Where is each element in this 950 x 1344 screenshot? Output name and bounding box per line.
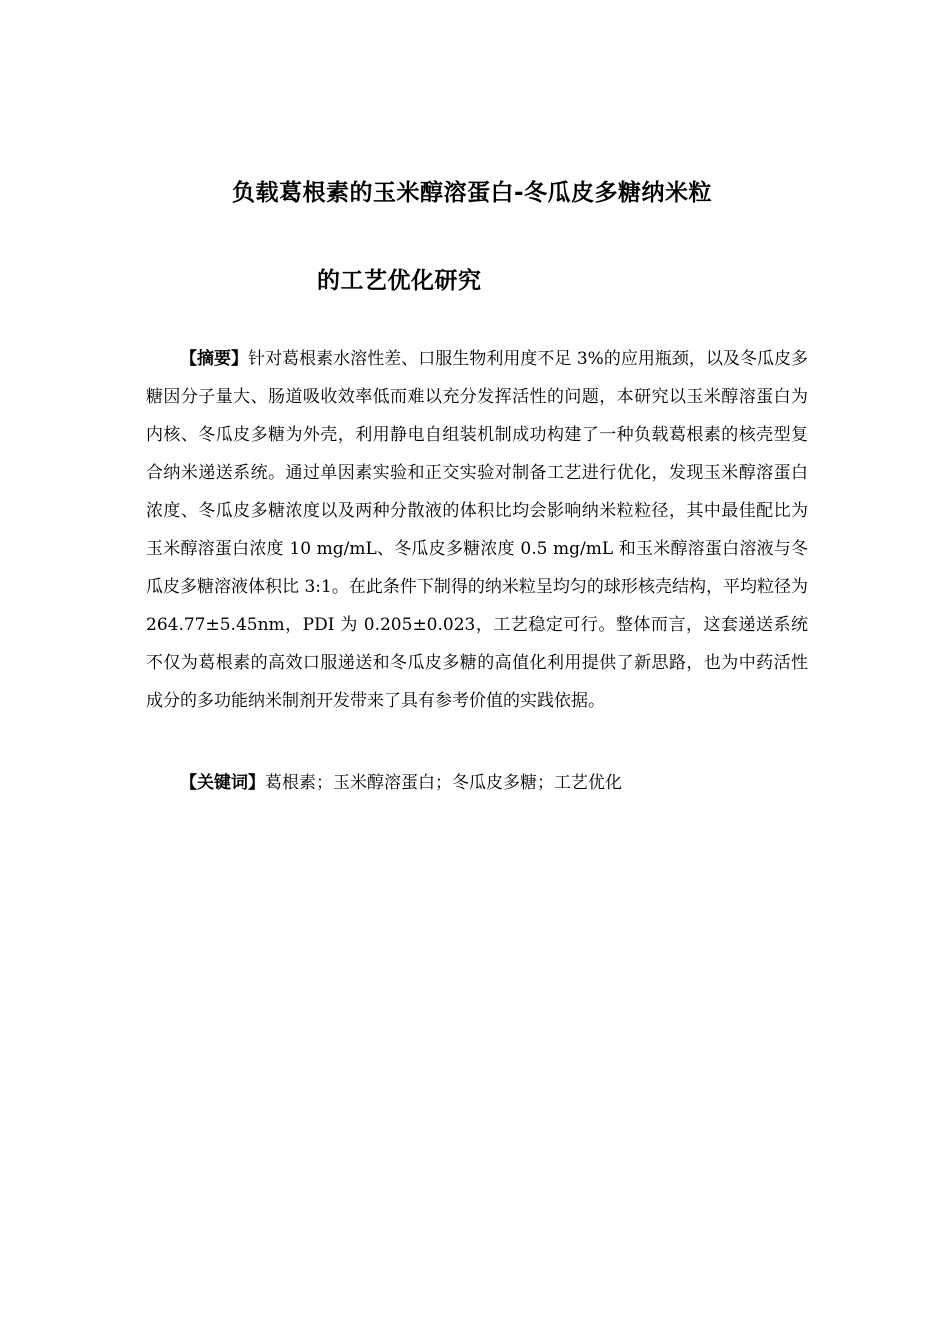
abstract-paragraph <box>146 340 808 720</box>
abstract-label: 【摘要】 <box>180 349 249 369</box>
title-line-2: 的工艺优化研究 <box>317 268 482 294</box>
keywords-line <box>180 764 622 802</box>
keywords-text: 葛根素；玉米醇溶蛋白；冬瓜皮多糖；工艺优化 <box>265 773 622 793</box>
abstract-text: 针对葛根素水溶性差、口服生物利用度不足 3%的应用瓶颈，以及冬瓜皮多糖因分子量大、肠道吸收效率低而难以充分发挥活性的问题，本研究以玉米醇溶蛋白为内核、冬瓜皮多糖为外壳，利用静电自组装机制成功构建了一种负载葛根素的核壳型复合纳米递送系统。通过单因素实验和正交实验对制备工艺进行优化，发现玉米醇溶蛋白浓度、冬瓜皮多糖浓度以及两种分散液的体积比均会影响纳米粒粒径，其中最佳配比为玉米醇溶蛋白浓度 10 mg/mL、冬瓜皮多糖浓度 0.5 mg/mL 和玉米醇溶蛋白溶液与冬瓜皮多糖溶液体积比 3:1。在此条件下制得的纳米粒呈均匀的球形核壳结构，平均粒径为 264.77±5.45nm，PDI 为 0.205±0.023，工艺稳定可行。整体而言，这套递送系统不仅为葛根素的高效口服递送和冬瓜皮多糖的高值化利用提供了新思路，也为中药活性成分的多功能纳米制剂开发带来了具有参考价值的实践依据。 <box>146 349 809 711</box>
keywords-label: 【关键词】 <box>180 773 265 793</box>
title-line-1: 负载葛根素的玉米醇溶蛋白-冬瓜皮多糖纳米粒 <box>232 180 713 206</box>
